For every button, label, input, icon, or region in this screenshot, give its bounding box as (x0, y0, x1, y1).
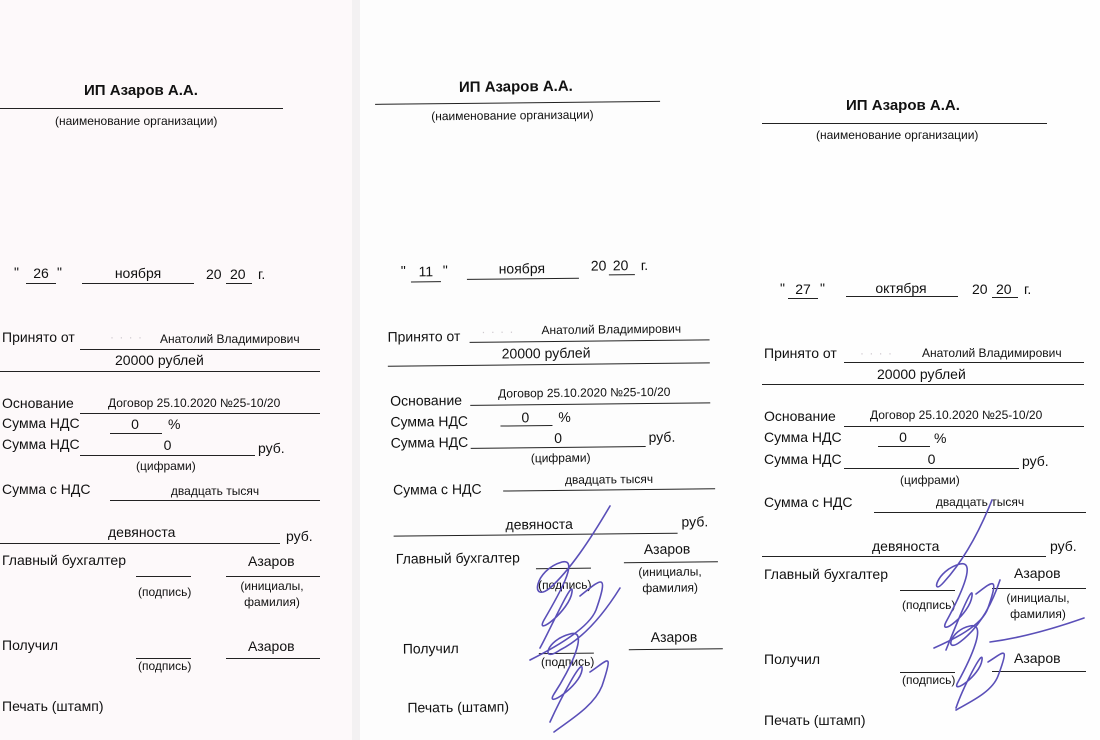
digits-caption: (цифрами) (530, 450, 591, 466)
org-name: ИП Азаров А.А. (846, 97, 960, 114)
vat-rate-value: 0 (899, 429, 907, 445)
vat-rate-underline (878, 446, 930, 447)
total-unit: руб. (286, 528, 313, 544)
date-day-underline (788, 298, 818, 299)
date-day: 27 (795, 281, 811, 297)
initials-caption: (инициалы, фамилия) (638, 564, 702, 596)
received-from-label: Принято от (764, 345, 837, 361)
chief-accountant-name: Азаров (1014, 565, 1061, 581)
signature-caption: (подпись) (902, 598, 956, 612)
vat-amount-underline (80, 455, 255, 456)
total-with-vat-label: Сумма с НДС (764, 494, 853, 510)
quote-open: " (780, 280, 785, 296)
date-year-underline (609, 274, 635, 275)
total-words-line1: двадцать тысяч (935, 495, 1025, 509)
chief-accountant-name: Азаров (643, 540, 691, 558)
digits-caption: (цифрами) (900, 473, 960, 487)
amount-value: 20000 рублей (115, 352, 204, 368)
vat-amount-label: Сумма НДС (764, 451, 842, 467)
total-words-line2: девяноста (872, 538, 940, 554)
basis-underline (80, 413, 320, 414)
date-day-underline (411, 281, 441, 282)
vat-amount-value: 0 (927, 451, 936, 467)
org-name: ИП Азаров А.А. (458, 77, 573, 96)
quote-open: " (14, 264, 19, 280)
date-year-unit: г. (640, 256, 649, 274)
chief-signature-line (136, 576, 191, 577)
date-year-unit: г. (1024, 281, 1032, 297)
chief-name-underline (226, 576, 320, 577)
vat-percent-sign: % (558, 408, 571, 425)
amount-value: 20000 рублей (501, 344, 591, 362)
vat-amount-label: Сумма НДС (2, 436, 80, 452)
received-name-underline (992, 671, 1086, 672)
total-words-underline-2 (0, 543, 280, 544)
date-month: ноября (114, 265, 162, 281)
amount-underline (762, 384, 1084, 385)
date-day-underline (26, 283, 56, 284)
date-year-unit: г. (258, 266, 266, 282)
org-caption: (наименование организации) (55, 114, 218, 128)
received-from-underline (80, 349, 320, 350)
chief-accountant-label: Главный бухгалтер (2, 552, 126, 568)
vat-rate-label: Сумма НДС (2, 415, 80, 431)
initials-caption: (инициалы, фамилия) (240, 579, 304, 609)
digits-caption: (цифрами) (136, 459, 196, 473)
vat-rate-underline (110, 433, 162, 434)
chief-accountant-label: Главный бухгалтер (395, 549, 520, 567)
basis-value: Договор 25.10.2020 №25-10/20 (108, 396, 281, 410)
received-name-underline (226, 658, 320, 659)
received-signature-caption: (подпись) (138, 659, 192, 673)
date-month-underline (846, 296, 958, 297)
vat-amount-unit: руб. (1022, 453, 1049, 469)
initials-caption: (инициалы, фамилия) (1006, 591, 1070, 621)
org-name-underline (375, 101, 660, 105)
vat-rate-underline (500, 425, 552, 427)
vat-rate-label: Сумма НДС (390, 412, 469, 430)
chief-signature-line (536, 568, 591, 570)
received-from-label: Принято от (387, 327, 461, 345)
vat-percent-sign: % (168, 416, 181, 432)
received-label: Получил (764, 651, 820, 667)
org-name-underline (0, 108, 283, 109)
basis-label: Основание (390, 391, 463, 409)
received-signature-caption: (подпись) (902, 673, 956, 687)
date-year-prefix: 20 (206, 266, 222, 282)
date-day: 26 (33, 265, 49, 281)
date-month-underline (467, 278, 579, 280)
basis-underline (844, 426, 1084, 427)
stamp-label: Печать (штамп) (407, 698, 510, 716)
received-from-label: Принято от (2, 329, 75, 345)
vat-percent-sign: % (934, 430, 947, 446)
received-from-value: Анатолий Владимирович (922, 346, 1062, 360)
received-name: Азаров (650, 628, 698, 645)
vat-rate-label: Сумма НДС (764, 429, 842, 445)
vat-amount-value: 0 (554, 429, 563, 446)
basis-value: Договор 25.10.2020 №25-10/20 (870, 408, 1043, 422)
total-words-underline-1 (503, 488, 715, 491)
received-from-underline (470, 339, 710, 343)
date-day: 11 (418, 263, 434, 280)
received-signature-caption: (подпись) (540, 654, 595, 670)
org-caption: (наименование организации) (431, 107, 594, 124)
signature-caption: (подпись) (138, 585, 192, 599)
received-name-underline (629, 648, 723, 650)
vat-amount-unit: руб. (258, 440, 285, 456)
date-year-suffix: 20 (612, 257, 629, 274)
org-name-underline (762, 123, 1047, 124)
basis-label: Основание (2, 395, 74, 411)
vat-amount-value: 0 (163, 437, 172, 453)
chief-accountant-name: Азаров (248, 553, 295, 569)
date-year-suffix: 20 (230, 266, 246, 282)
total-words-line2: девяноста (505, 515, 573, 533)
received-label: Получил (2, 637, 58, 653)
received-from-value: Анатолий Владимирович (160, 332, 300, 346)
date-year-suffix: 20 (996, 281, 1012, 297)
date-month-underline (82, 283, 194, 284)
total-words-underline-2 (762, 556, 1046, 557)
received-name: Азаров (248, 638, 295, 654)
vat-amount-underline (844, 468, 1019, 469)
org-name: ИП Азаров А.А. (84, 82, 198, 99)
redacted-surname: · · · · (110, 330, 143, 344)
total-unit: руб. (681, 513, 709, 530)
total-with-vat-label: Сумма с НДС (393, 480, 482, 498)
receipt-slip-1 (0, 0, 352, 740)
received-from-underline (844, 362, 1084, 363)
chief-accountant-label: Главный бухгалтер (764, 566, 888, 582)
org-caption: (наименование организации) (816, 128, 979, 142)
date-year-underline (992, 297, 1018, 298)
total-words-line1: двадцать тысяч (564, 471, 654, 487)
basis-label: Основание (764, 408, 836, 424)
received-name: Азаров (1014, 650, 1061, 666)
vat-amount-label: Сумма НДС (390, 433, 469, 451)
amount-underline (0, 371, 320, 372)
total-words-underline-2 (394, 533, 678, 537)
chief-name-underline (992, 588, 1086, 589)
date-month: октября (875, 280, 927, 296)
vat-rate-value: 0 (131, 416, 139, 432)
total-words-line2: девяноста (108, 524, 176, 540)
total-words-line1: двадцать тысяч (170, 484, 260, 498)
quote-close: " (57, 264, 62, 280)
stamp-label: Печать (штамп) (2, 698, 104, 714)
received-from-value: Анатолий Владимирович (541, 321, 682, 338)
vat-amount-unit: руб. (648, 428, 676, 446)
quote-close: " (442, 262, 448, 279)
redacted-surname: · · · · (860, 346, 893, 360)
amount-underline (388, 362, 710, 366)
date-year-prefix: 20 (972, 281, 988, 297)
basis-value: Договор 25.10.2020 №25-10/20 (498, 384, 671, 401)
date-year-prefix: 20 (590, 257, 607, 274)
chief-signature-line (900, 590, 955, 591)
signature-caption: (подпись) (538, 577, 592, 593)
total-with-vat-label: Сумма с НДС (2, 481, 91, 497)
receipt-slip-2 (360, 0, 760, 740)
received-label: Получил (402, 640, 459, 657)
vat-rate-value: 0 (521, 409, 530, 426)
total-words-underline-1 (110, 500, 320, 501)
paper-gap (352, 0, 360, 740)
total-unit: руб. (1050, 538, 1077, 554)
basis-underline (470, 402, 710, 406)
stamp-label: Печать (штамп) (764, 712, 866, 728)
quote-close: " (820, 280, 825, 296)
redacted-surname: · · · · (481, 324, 515, 339)
date-month: ноября (498, 260, 546, 277)
total-words-underline-1 (874, 512, 1086, 513)
date-year-underline (226, 283, 252, 284)
quote-open: " (400, 262, 406, 279)
receipt-slip-3 (760, 0, 1100, 740)
amount-value: 20000 рублей (877, 366, 966, 382)
